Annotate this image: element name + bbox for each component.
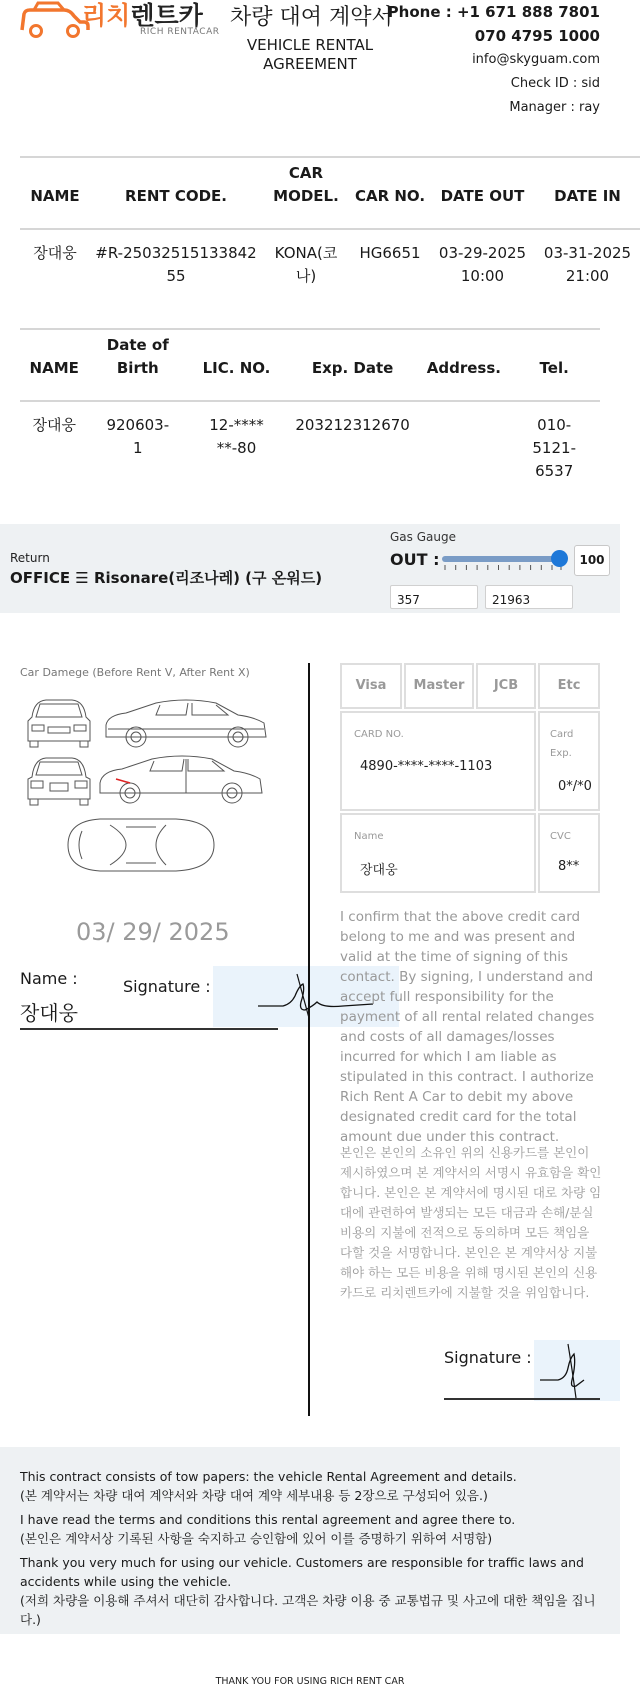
card-number-cell[interactable] [340,711,536,811]
gas-gauge-label: Gas Gauge [390,530,456,544]
card-exp-label: Card Exp. [550,729,574,759]
card-signature-underline [444,1398,600,1400]
rent-table [20,156,632,306]
col-header: NAME [30,187,80,205]
card-number-label: CARD NO. [354,729,404,740]
signature-label: Signature : [123,977,211,996]
return-location: OFFICE ☰ Risonare(리조나레) (구 온워드) [10,569,323,587]
card-exp: 0*/*0 [558,779,592,794]
col-header: DATE OUT [440,187,525,205]
customer-name: 장대웅 [20,1001,78,1025]
driver-table [20,328,600,498]
card-holder-cell[interactable] [340,813,536,893]
cell-name: 장대웅 [33,244,77,262]
contact-block [388,0,600,120]
card-cvc-cell[interactable] [538,813,600,893]
footer-p1-kr: (본 계약서는 차량 대여 계약서와 차량 대여 계약 세부내용 등 2장으로 구성되어 있음.) [20,1488,488,1503]
card-brand-etc[interactable]: Etc [538,663,600,709]
col-header: Date of Birth [106,336,169,377]
car-side-view-1 [106,700,266,747]
gas-gauge-slider[interactable] [442,556,566,562]
divider [308,663,310,1416]
table-row [20,229,640,288]
cell-address [419,401,508,483]
car-side-view-2 [100,756,262,803]
card-cvc-label: CVC [550,831,571,842]
damage-label: Car Damege (Before Rent V, After Rent X) [20,666,250,679]
page-title-en: VEHICLE RENTAL AGREEMENT [246,36,374,73]
car-front-view [28,700,90,747]
cell-name: 장대웅 [32,416,76,434]
phone-number-2: 070 4795 1000 [474,27,600,45]
cell-rent-code: #R-2503251513384255 [95,244,257,285]
gas-out-label: OUT : [390,550,440,569]
check-id: Check ID : sid [510,76,600,91]
cell-license: 12-******-80 [209,416,264,457]
car-top-view [68,819,214,871]
footer-p2-en: I have read the terms and conditions this rental agreement and agree there to. [20,1512,516,1527]
card-signature-field[interactable] [534,1340,620,1401]
return-label: Return [10,551,50,565]
footer-p3-en: Thank you very much for using our vehicle. Customers are responsible for traffic laws and accidents while using the vehicle. [20,1555,584,1589]
card-brand-visa[interactable]: Visa [340,663,402,709]
card-exp-cell[interactable] [538,711,600,811]
confirm-text-en: I confirm that the above credit card belong to me and was present and valid at the time of signing of this contact. By signing, I understand and accept full responsibility for the payment of all rental related changes and costs of all damages/losses incurred for which I am liable as stipulated in this contract. I authorize Rich Rent A Car to debit my above designated credit card for the total amount due under this contract. [340,909,595,1145]
thank-you-note: THANK YOU FOR USING RICH RENT CAR [215,1676,405,1687]
name-label: Name : [20,969,78,988]
manager: Manager : ray [509,100,600,115]
cell-car-no: HG6651 [359,244,421,262]
footer-p2-kr: (본인은 계약서상 기록된 사항을 숙지하고 승인함에 있어 이를 증명하기 위하여 서명함) [20,1531,493,1546]
gas-level-value: 100 [574,545,610,576]
footer-p1-en: This contract consists of tow papers: the vehicle Rental Agreement and details. [20,1469,517,1484]
cell-exp-date: 203212312670 [295,416,410,434]
car-damage-diagram [26,695,274,895]
card-number: 4890-****-****-1103 [360,759,493,774]
mileage-field-2[interactable]: 21963 [485,585,573,609]
cell-car-model: KONA(코나) [274,244,338,285]
cell-date-out: 03-29-2025 10:00 [438,244,527,285]
gas-gauge-ticks [444,565,562,571]
page-title-kr: 차량 대여 계약서 [230,5,393,30]
col-header: Address. [426,359,501,377]
col-header: RENT CODE. [125,187,227,205]
contract-date: 03/ 29/ 2025 [76,918,230,946]
col-header: LIC. NO. [202,359,271,377]
confirm-text-kr: 본인은 본인의 소유인 위의 신용카드를 본인이 제시하였으며 본 계약서의 서명시 유효함을 확인합니다. 본인은 본 계약서에 명시된 대로 차량 임대에 관련하여 발생되는 모든 대금과 손해/분실비용의 지불에 전적으로 동의하며 모든 책임을 다할 것을 서명합니다. 본인은 본 계약서상 지불해야 하는 모든 비용을 위해 명시된 본인의 신용카드로 리치렌트카에 지불할 것을 위임합니다. [340,1145,602,1300]
logo-text-accent: 리치 [82,1,131,30]
card-brand-jcb[interactable]: JCB [476,663,536,709]
gas-gauge-handle[interactable] [551,550,568,567]
phone-number: Phone : +1 671 888 7801 [387,3,600,21]
col-header: NAME [29,359,79,377]
card-brand-master[interactable]: Master [404,663,474,709]
signature-underline [20,1028,278,1030]
logo-subtitle: RICH RENTACAR [140,27,220,37]
col-header: DATE IN [554,187,621,205]
card-holder-label: Name [354,831,384,842]
col-header: CAR NO. [354,187,426,205]
cell-tel: 010-5121-6537 [532,416,576,480]
email: info@skyguam.com [472,52,600,67]
card-signature-label: Signature : [444,1348,532,1367]
cell-dob: 920603-1 [106,416,170,457]
table-row [20,401,600,483]
card-signature-image [534,1340,620,1401]
mileage-field-1[interactable]: 357 [390,585,478,609]
logo-text-main: 렌트카 [130,1,203,30]
footer-p3-kr: (저희 차량을 이용해 주셔서 대단히 감사합니다. 고객은 차량 이용 중 교통법규 및 사고에 대한 책임을 집니다.) [20,1593,596,1627]
card-cvc: 8** [558,859,580,874]
footer-text [20,1467,602,1634]
cell-date-in: 03-31-2025 21:00 [543,244,632,285]
col-header: CAR MODEL. [273,164,339,205]
card-holder: 장대웅 [360,863,398,878]
col-header: Tel. [539,359,569,377]
col-header: Exp. Date [311,359,394,377]
car-rear-view [28,758,90,805]
